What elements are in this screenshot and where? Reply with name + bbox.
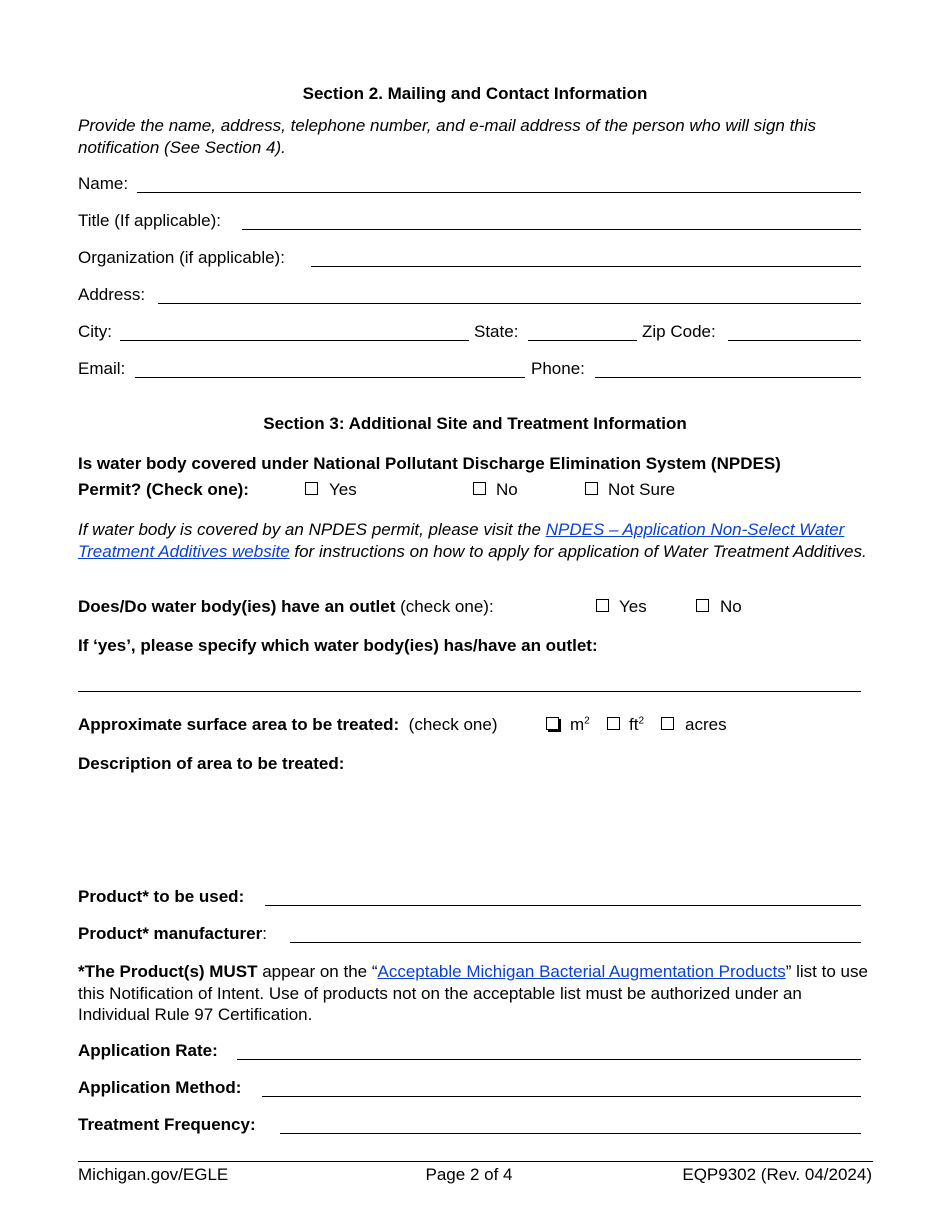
outlet-question-bold: Does/Do water body(ies) have an outlet: [78, 597, 396, 616]
surface-area-label: Approximate surface area to be treated:: [78, 715, 400, 734]
title-label: Title (If applicable):: [78, 211, 221, 230]
npdes-question-line1: Is water body covered under National Pollutant Discharge Elimination System (NPDES): [78, 454, 781, 473]
email-input[interactable]: [135, 377, 525, 378]
footer-website: Michigan.gov/EGLE: [78, 1165, 229, 1184]
description-input[interactable]: [78, 780, 861, 880]
surface-ft2-checkbox[interactable]: [607, 717, 620, 730]
note-must: MUST: [209, 962, 258, 981]
application-method-input[interactable]: [262, 1096, 861, 1097]
state-label: State:: [474, 322, 519, 341]
npdes-website-link[interactable]: NPDES – Application Non-Select Water Treatment Additives website: [78, 520, 845, 561]
section-3-heading: Section 3: Additional Site and Treatment Information: [263, 414, 687, 433]
outlet-no-label: No: [720, 597, 742, 616]
treatment-frequency-label: Treatment Frequency:: [78, 1115, 256, 1134]
address-input[interactable]: [158, 303, 861, 304]
address-label: Address:: [78, 285, 146, 304]
npdes-not-sure-checkbox[interactable]: [585, 482, 598, 495]
application-rate-input[interactable]: [237, 1059, 861, 1060]
npdes-note-after: for instructions on how to apply for application of Water Treatment Additives.: [289, 541, 867, 561]
treatment-frequency-input[interactable]: [280, 1133, 861, 1134]
city-input[interactable]: [120, 340, 469, 341]
outlet-question-rest: (check one):: [395, 597, 494, 616]
surface-ft2-label: $ft^2$: [629, 715, 645, 734]
title-input[interactable]: [242, 229, 861, 230]
outlet-specify-label: If ‘yes’, please specify which water body(ies) has/have an outlet:: [78, 636, 598, 655]
surface-acres-label: acres: [685, 715, 727, 734]
outlet-question: [78, 597, 494, 617]
note-mid: appear on the “: [257, 962, 378, 981]
npdes-note-before: If water body is covered by an NPDES permit, please visit the: [78, 520, 546, 539]
organization-label: Organization (if applicable):: [78, 248, 285, 267]
zip-input[interactable]: [728, 340, 861, 341]
city-label: City:: [78, 322, 112, 341]
note-star: *The Product(s): [78, 962, 210, 981]
surface-m2-label: $m^2$: [570, 715, 590, 734]
surface-area-row: [78, 715, 498, 735]
section-2-heading: Section 2. Mailing and Contact Information: [302, 84, 648, 103]
application-method-label: Application Method:: [78, 1078, 242, 1097]
name-input[interactable]: [137, 192, 861, 193]
footer-form-id: EQP9302 (Rev. 04/2024): [682, 1165, 872, 1184]
name-label: Name:: [78, 174, 129, 193]
npdes-yes-label: Yes: [329, 480, 357, 499]
npdes-not-sure-label: Not Sure: [608, 480, 676, 499]
npdes-no-label: No: [496, 480, 518, 499]
zip-label: Zip Code:: [642, 322, 716, 341]
product-input[interactable]: [265, 905, 861, 906]
phone-input[interactable]: [595, 377, 861, 378]
npdes-yes-checkbox[interactable]: [305, 482, 318, 495]
product-label: Product* to be used:: [78, 887, 245, 906]
product-note: [78, 961, 868, 1026]
outlet-no-checkbox[interactable]: [696, 599, 709, 612]
npdes-note: [78, 519, 868, 562]
state-input[interactable]: [528, 340, 637, 341]
application-rate-label: Application Rate:: [78, 1041, 218, 1060]
phone-label: Phone:: [531, 359, 585, 378]
section-2-instructions: Provide the name, address, telephone number, and e-mail address of the person who will sign this notification (See Section 4).: [78, 116, 817, 157]
description-label: Description of area to be treated:: [78, 754, 345, 773]
manufacturer-label: Product* manufacturer: [78, 924, 263, 943]
surface-acres-checkbox[interactable]: [661, 717, 674, 730]
manufacturer-input[interactable]: [290, 942, 861, 943]
surface-area-check-one: (check one): [408, 715, 498, 734]
email-label: Email:: [78, 359, 126, 378]
footer-divider: [78, 1161, 873, 1162]
npdes-no-checkbox[interactable]: [473, 482, 486, 495]
acceptable-products-link[interactable]: Acceptable Michigan Bacterial Augmentation Products: [377, 962, 786, 981]
manufacturer-label-row: Product* manufacturer:: [78, 924, 267, 943]
outlet-yes-checkbox[interactable]: [596, 599, 609, 612]
npdes-question-line2: Permit? (Check one):: [78, 480, 249, 499]
organization-input[interactable]: [311, 266, 861, 267]
outlet-specify-input[interactable]: [78, 691, 861, 692]
note-after: ” list to use this Notification of Intent. Use of products not on the acceptable list must be authorized under an Individual Rule 97 Certification.: [78, 962, 868, 1024]
surface-m2-checkbox[interactable]: [546, 717, 559, 730]
outlet-yes-label: Yes: [619, 597, 647, 616]
footer-page-number: Page 2 of 4: [425, 1165, 513, 1184]
